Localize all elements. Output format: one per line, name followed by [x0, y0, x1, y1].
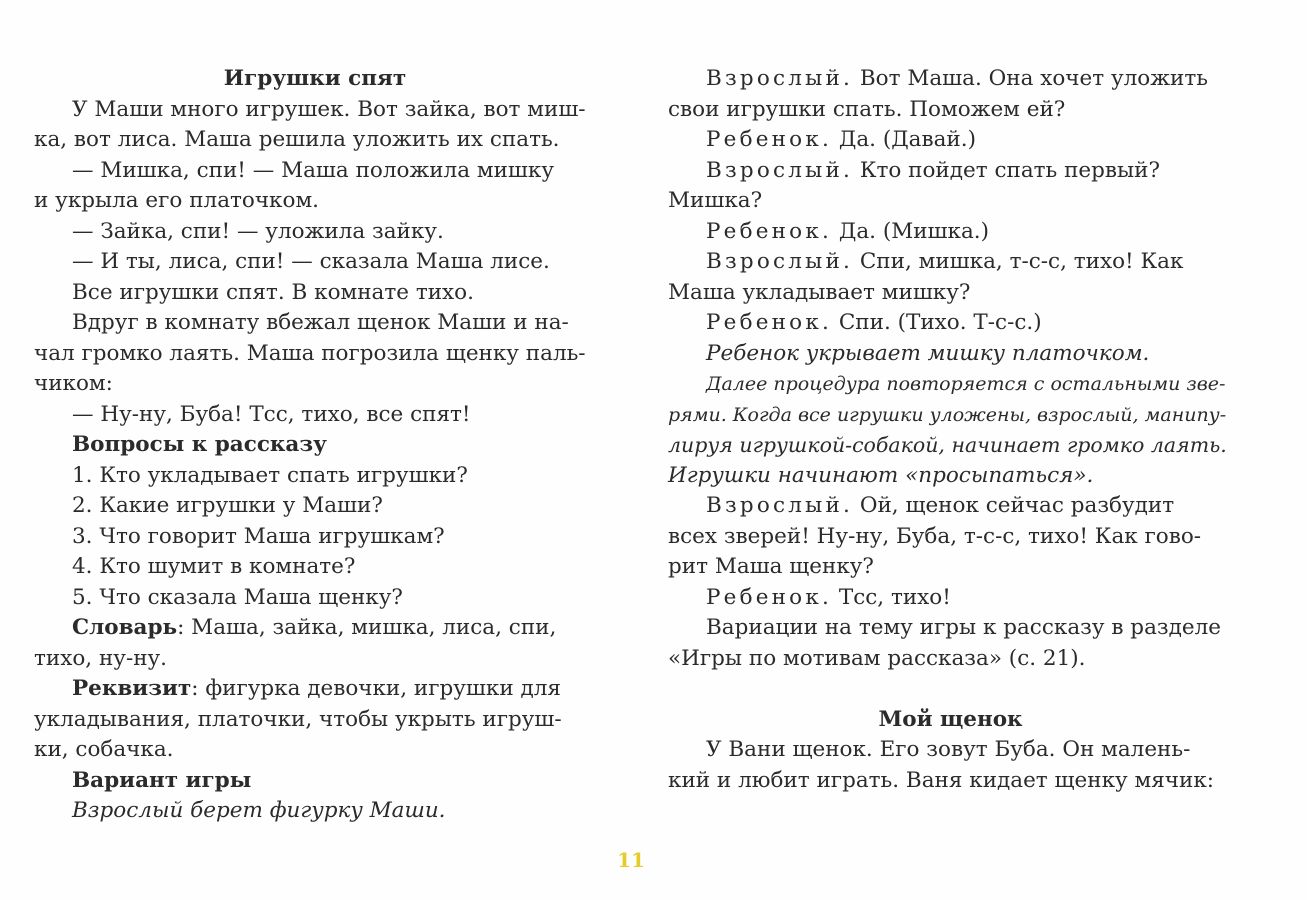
props-line: укладывания, платочки, чтобы укрыть игруш- — [34, 706, 562, 732]
dialogue-line — [668, 308, 1233, 339]
dialogue-line — [668, 247, 1233, 278]
instruction-line: рями. Когда все игрушки уложены, взрослый, манипу- — [668, 403, 1227, 426]
dialogue-text: Да. (Давай.) — [832, 127, 976, 152]
dialogue-text: Спи. (Тихо. Т-с-с.) — [832, 310, 1042, 335]
speaker-adult: Взрослый. — [706, 157, 854, 183]
dialogue-line: всех зверей! Ну-ну, Буба, т-с-с, тихо! Как гово- — [668, 523, 1202, 549]
story-line: Все игрушки спят. В комнате тихо. — [72, 279, 474, 305]
dialogue-text: Кто пойдет спать первый? — [853, 157, 1160, 183]
dialogue-text: Да. (Мишка.) — [832, 218, 990, 244]
right-column — [668, 64, 1233, 796]
dialogue-text: Ой, щенок сейчас разбудит — [853, 493, 1175, 518]
dialogue-line: рит Маша щенку? — [668, 554, 874, 579]
story-line: ка, вот лиса. Маша решила уложить их спать. — [34, 127, 560, 152]
variations-line: Вариации на тему игры к рассказу в разделе — [706, 615, 1221, 640]
story-line: — И ты, лиса, спи! — сказала Маша лисе. — [72, 249, 550, 274]
dialogue-line: Мишка? — [668, 188, 763, 213]
questions-heading: Вопросы к рассказу — [72, 432, 327, 457]
question-item: 4. Кто шумит в комнате? — [72, 554, 356, 579]
props-text: : фигурка девочки, игрушки для — [191, 676, 561, 701]
question-item: 2. Какие игрушки у Маши? — [72, 493, 383, 518]
dialogue-text: Вот Маша. Она хочет уложить — [853, 66, 1208, 91]
story-line: кий и любит играть. Ваня кидает щенку мячик: — [668, 767, 1215, 793]
story-line: У Вани щенок. Его зовут Буба. Он малень- — [706, 737, 1191, 762]
dialogue-line — [668, 217, 1233, 248]
instruction-line: Далее процедура повторяется с остальными зве- — [706, 373, 1226, 395]
question-item: 3. Что говорит Маша игрушкам? — [72, 523, 445, 549]
story-line: — Мишка, спи! — Маша положила мишку — [72, 157, 554, 183]
game-heading: Вариант игры — [72, 767, 252, 793]
instruction-line: Ребенок укрывает мишку платочком. — [706, 340, 1150, 366]
story-line: и укрыла его платочком. — [34, 188, 320, 213]
story-line: У Маши много игрушек. Вот зайка, вот миш- — [72, 96, 586, 122]
speaker-child: Ребенок. — [706, 584, 833, 610]
dialogue-line: Маша укладывает мишку? — [668, 279, 971, 305]
question-item: 1. Кто укладывает спать игрушки? — [72, 462, 468, 488]
left-column — [34, 64, 596, 827]
speaker-adult: Взрослый. — [706, 66, 854, 91]
props-line — [34, 674, 596, 705]
dialogue-line — [668, 583, 1233, 614]
variations-line: «Игры по мотивам рассказа» (с. 21). — [668, 645, 1086, 671]
speaker-child: Ребенок. — [706, 218, 833, 244]
dialogue-text: Тсс, тихо! — [832, 584, 951, 610]
vocabulary-label: Словарь — [72, 615, 178, 640]
props-label: Реквизит — [72, 676, 192, 701]
instruction-line: Игрушки начинают «просыпаться». — [668, 462, 1094, 488]
story-title-2: Мой щенок — [878, 706, 1023, 732]
speaker-adult: Взрослый. — [706, 249, 854, 274]
vocabulary-line — [34, 613, 596, 644]
story-line: — Ну-ну, Буба! Тсс, тихо, все спят! — [72, 401, 471, 427]
dialogue-text: Спи, мишка, т-с-с, тихо! Как — [853, 249, 1184, 274]
question-item: 5. Что сказала Маша щенку? — [72, 584, 403, 610]
spacer — [668, 674, 1233, 705]
vocabulary-line: тихо, ну-ну. — [34, 645, 168, 671]
story-line: — Зайка, спи! — уложила зайку. — [72, 218, 444, 244]
story-line: Вдруг в комнату вбежал щенок Маши и на- — [72, 310, 569, 335]
page-number: 11 — [617, 848, 645, 872]
story-title: Игрушки спят — [223, 66, 407, 91]
dialogue-line — [668, 156, 1233, 187]
speaker-child: Ребенок. — [706, 127, 833, 152]
vocabulary-text: : Маша, зайка, мишка, лиса, спи, — [177, 615, 557, 640]
dialogue-line — [668, 64, 1233, 95]
props-line: ки, собачка. — [34, 737, 174, 762]
story-line: чиком: — [34, 371, 113, 396]
speaker-child: Ребенок. — [706, 310, 833, 335]
instruction-line: лируя игрушкой-собакой, начинает громко лаять. — [668, 433, 1227, 457]
speaker-adult: Взрослый. — [706, 493, 854, 518]
dialogue-line — [668, 491, 1233, 522]
dialogue-line: свои игрушки спать. Поможем ей? — [668, 96, 1066, 122]
story-line: чал громко лаять. Маша погрозила щенку паль- — [34, 340, 586, 366]
game-text: Взрослый берет фигурку Маши. — [72, 798, 446, 823]
dialogue-line — [668, 125, 1233, 156]
